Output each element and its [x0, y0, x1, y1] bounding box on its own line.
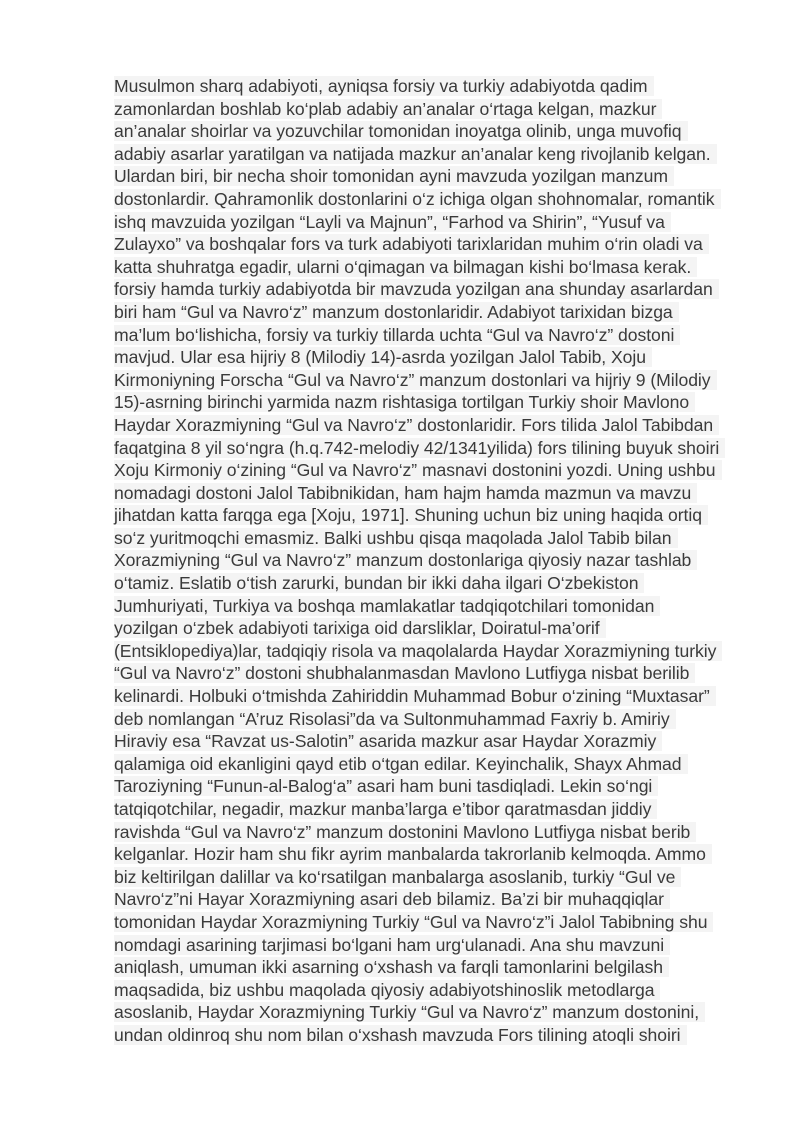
text-line-content: Taroziyning “Funun-al-Balog‘a” asari ham buni tasdiqladi. Lekin so‘ngi	[114, 776, 658, 796]
text-line	[114, 98, 754, 121]
text-line	[114, 617, 754, 640]
text-line-content: Kirmoniyning Forscha “Gul va Navro‘z” manzum dostonlari va hijriy 9 (Milodiy	[114, 370, 717, 390]
text-line-content: so‘z yuritmoqchi emasmiz. Balki ushbu qisqa maqolada Jalol Tabib bilan	[114, 528, 678, 548]
text-line-content: biz keltirilgan dalillar va ko‘rsatilgan manbalarga asoslanib, turkiy “Gul ve	[114, 867, 681, 887]
text-line	[114, 143, 754, 166]
text-line	[114, 75, 754, 98]
text-line-content: mavjud. Ular esa hijriy 8 (Milodiy 14)-asrda yozilgan Jalol Tabib, Xoju	[114, 347, 652, 367]
text-line	[114, 888, 754, 911]
text-line-content: Ulardan biri, bir necha shoir tomonidan ayni mavzuda yozilgan manzum	[114, 166, 674, 186]
text-line-content: o‘tamiz. Eslatib o‘tish zarurki, bundan bir ikki daha ilgari O‘zbekiston	[114, 573, 644, 593]
text-line	[114, 685, 754, 708]
text-line	[114, 211, 754, 234]
text-line-content: tomonidan Haydar Xorazmiyning Turkiy “Gul va Navro‘z”i Jalol Tabibning shu	[114, 912, 713, 932]
text-line	[114, 662, 754, 685]
text-line	[114, 369, 754, 392]
text-line-content: dostonlardir. Qahramonlik dostonlarini o‘z ichiga olgan shohnomalar, romantik	[114, 189, 721, 209]
text-line	[114, 911, 754, 934]
text-line-content: Musulmon sharq adabiyoti, ayniqsa forsiy va turkiy adabiyotda qadim	[114, 76, 654, 96]
text-line	[114, 979, 754, 1002]
text-line-content: Haydar Xorazmiyning “Gul va Navro‘z” dostonlaridir. Fors tilida Jalol Tabibdan	[114, 415, 719, 435]
text-line-content: ishq mavzuida yozilgan “Layli va Majnun”, “Farhod va Shirin”, “Yusuf va	[114, 212, 671, 232]
text-line-content: aniqlash, umuman ikki asarning o‘xshash va farqli tamonlarini belgilash	[114, 957, 669, 977]
text-line-content: nomdagi asarining tarjimasi bo‘lgani ham urg‘ulanadi. Ana shu mavzuni	[114, 935, 670, 955]
text-line	[114, 843, 754, 866]
text-line-content: asoslanib, Haydar Xorazmiyning Turkiy “Gul va Navro‘z” manzum dostonini,	[114, 1002, 705, 1022]
text-line	[114, 324, 754, 347]
text-line-content: Hiraviy esa “Ravzat us-Salotin” asarida mazkur asar Haydar Xorazmiy	[114, 731, 662, 751]
text-line-content: maqsadida, biz ushbu maqolada qiyosiy adabiyotshinoslik metodlarga	[114, 980, 660, 1000]
text-line	[114, 256, 754, 279]
text-line	[114, 730, 754, 753]
text-line	[114, 1001, 754, 1024]
text-line	[114, 956, 754, 979]
text-line	[114, 640, 754, 663]
text-line-content: forsiy hamda turkiy adabiyotda bir mavzuda yozilgan ana shunday asarlardan	[114, 279, 719, 299]
text-line-content: Xorazmiyning “Gul va Navro‘z” manzum dostonlariga qiyosiy nazar tashlab	[114, 550, 697, 570]
text-line	[114, 866, 754, 889]
text-line	[114, 572, 754, 595]
text-line	[114, 459, 754, 482]
text-line-content: zamonlardan boshlab ko‘plab adabiy an’analar o‘rtaga kelgan, mazkur	[114, 99, 662, 119]
text-line-content: yozilgan o‘zbek adabiyoti tarixiga oid darsliklar, Doiratul-ma’orif	[114, 618, 606, 638]
text-line-content: kelinardi. Holbuki o‘tmishda Zahiriddin Muhammad Bobur o‘zining “Muxtasar”	[114, 686, 716, 706]
text-line	[114, 708, 754, 731]
text-line	[114, 934, 754, 957]
text-line-content: an’analar shoirlar va yozuvchilar tomonidan inoyatga olinib, unga muvofiq	[114, 121, 688, 141]
text-line	[114, 188, 754, 211]
text-line-content: nomadagi dostoni Jalol Tabibnikidan, ham hajm hamda mazmun va mavzu	[114, 483, 697, 503]
text-line	[114, 414, 754, 437]
text-line	[114, 549, 754, 572]
text-line	[114, 798, 754, 821]
text-line-content: jihatdan katta farqga ega [Xoju, 1971]. Shuning uchun biz uning haqida ortiq	[114, 505, 708, 525]
text-line	[114, 165, 754, 188]
text-line-content: katta shuhratga egadir, ularni o‘qimagan va bilmagan kishi bo‘lmasa kerak.	[114, 257, 697, 277]
text-line	[114, 278, 754, 301]
text-line	[114, 391, 754, 414]
text-line	[114, 346, 754, 369]
body-paragraph	[114, 75, 754, 1047]
text-line	[114, 821, 754, 844]
text-line	[114, 504, 754, 527]
text-line-content: ravishda “Gul va Navro‘z” manzum dostonini Mavlono Lutfiyga nisbat berib	[114, 822, 696, 842]
text-line-content: 15)-asrning birinchi yarmida nazm rishtasiga tortilgan Turkiy shoir Mavlono	[114, 392, 695, 412]
text-line-content: adabiy asarlar yaratilgan va natijada mazkur an’analar keng rivojlanib kelgan.	[114, 144, 717, 164]
text-line-content: faqatgina 8 yil so‘ngra (h.q.742-melodiy 42/1341yilida) fors tilining buyuk shoiri	[114, 438, 725, 458]
text-line	[114, 233, 754, 256]
text-line-content: Xoju Kirmoniy o‘zining “Gul va Navro‘z” masnavi dostonini yozdi. Uning ushbu	[114, 460, 722, 480]
text-line-content: tatqiqotchilar, negadir, mazkur manba’larga e’tibor qaratmasdan jiddiy	[114, 799, 657, 819]
text-line	[114, 527, 754, 550]
text-line-content: undan oldinroq shu nom bilan o‘xshash mavzuda Fors tilining atoqli shoiri	[114, 1025, 687, 1045]
text-line	[114, 437, 754, 460]
text-line-content: qalamiga oid ekanligini qayd etib o‘tgan edilar. Keyinchalik, Shayx Ahmad	[114, 754, 688, 774]
text-line-content: deb nomlangan “A’ruz Risolasi”da va Sultonmuhammad Faxriy b. Amiriy	[114, 709, 676, 729]
text-line-content: “Gul va Navro‘z” dostoni shubhalanmasdan Mavlono Lutfiyga nisbat berilib	[114, 663, 695, 683]
text-line-content: Zulayxo” va boshqalar fors va turk adabiyoti tarixlaridan muhim o‘rin oladi va	[114, 234, 709, 254]
text-line	[114, 753, 754, 776]
text-line	[114, 775, 754, 798]
text-line-content: (Entsiklopediya)lar, tadqiqiy risola va maqolalarda Haydar Xorazmiyning turkiy	[114, 641, 722, 661]
text-line-content: ma’lum bo‘lishicha, forsiy va turkiy tillarda uchta “Gul va Navro‘z” dostoni	[114, 325, 680, 345]
text-line	[114, 1024, 754, 1047]
text-line-content: biri ham “Gul va Navro‘z” manzum dostonlaridir. Adabiyot tarixidan bizga	[114, 302, 679, 322]
text-line	[114, 301, 754, 324]
text-line-content: kelganlar. Hozir ham shu fikr ayrim manbalarda takrorlanib kelmoqda. Ammo	[114, 844, 712, 864]
text-line-content: Jumhuriyati, Turkiya va boshqa mamlakatlar tadqiqotchilari tomonidan	[114, 596, 660, 616]
text-line-content: Navro‘z”ni Hayar Xorazmiyning asari deb bilamiz. Ba’zi bir muhaqqiqlar	[114, 889, 670, 909]
text-line	[114, 120, 754, 143]
text-line	[114, 482, 754, 505]
text-line	[114, 595, 754, 618]
